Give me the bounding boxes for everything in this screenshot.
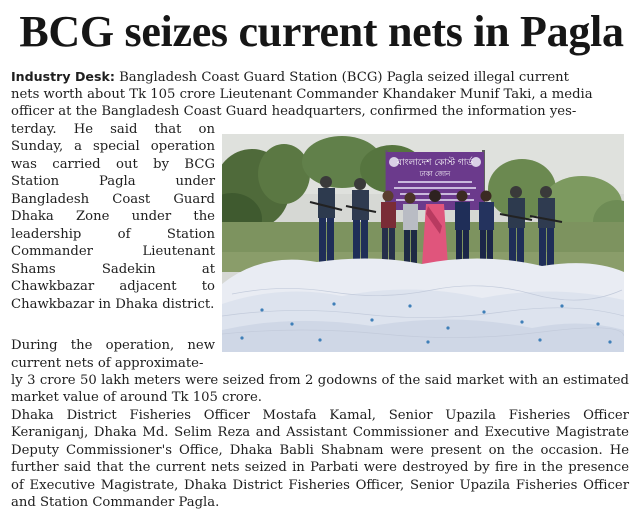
paragraph-1-line-3: officer at the Bangladesh Coast Guard headquarters, confirmed the information yes-	[11, 104, 577, 119]
photo-scene	[222, 134, 624, 352]
paragraph-1-continued: terday. He said that on Sunday, a special operation was carried out by BCG Station Pagla under Bangladesh Coast Guard Dhaka Zone under the leadership of Station Commander Lieutenant Shams Sadekin at Chawkbazar adjacent to Chawkbazar in Dhaka district.	[11, 121, 215, 312]
paragraph-1-line-2: nets worth about Tk 105 crore Lieutenant Commander Khandaker Munif Taki, a media	[11, 86, 593, 102]
paragraph-2-start: During the operation, new current nets of approximate-	[11, 338, 215, 371]
news-photo	[222, 134, 624, 352]
banner-subtitle: ঢাকা জোন	[419, 170, 451, 178]
byline-label: Industry Desk:	[11, 69, 115, 84]
paragraph-1-line-1	[11, 68, 629, 87]
paragraph-3: Dhaka District Fisheries Officer Mostafa Kamal, Senior Upazila Fisheries Officer Keraniganj, Dhaka Md. Selim Reza and Assistant Commissioner and Executive Magistrate Deputy Commissioner's Office, Dhaka Babli Shabnam were present on the occasion. He further said that the current nets seized in Parbati were destroyed by fire in the presence of Executive Magistrate, Dhaka District Fisheries Officer, Senior Upazila Fisheries Officer and Station Commander Pagla.	[11, 407, 629, 510]
banner-title: বাংলাদেশ কোস্ট গার্ড	[396, 158, 474, 168]
paragraph-2: ly 3 crore 50 lakh meters were seized from 2 godowns of the said market with an estimated market value of around Tk 105 crore.	[11, 372, 629, 405]
paragraph-1-text: Bangladesh Coast Guard Station (BCG) Pagla seized illegal current	[119, 70, 569, 85]
headline: BCG seizes current nets in Pagla	[19, 7, 624, 56]
